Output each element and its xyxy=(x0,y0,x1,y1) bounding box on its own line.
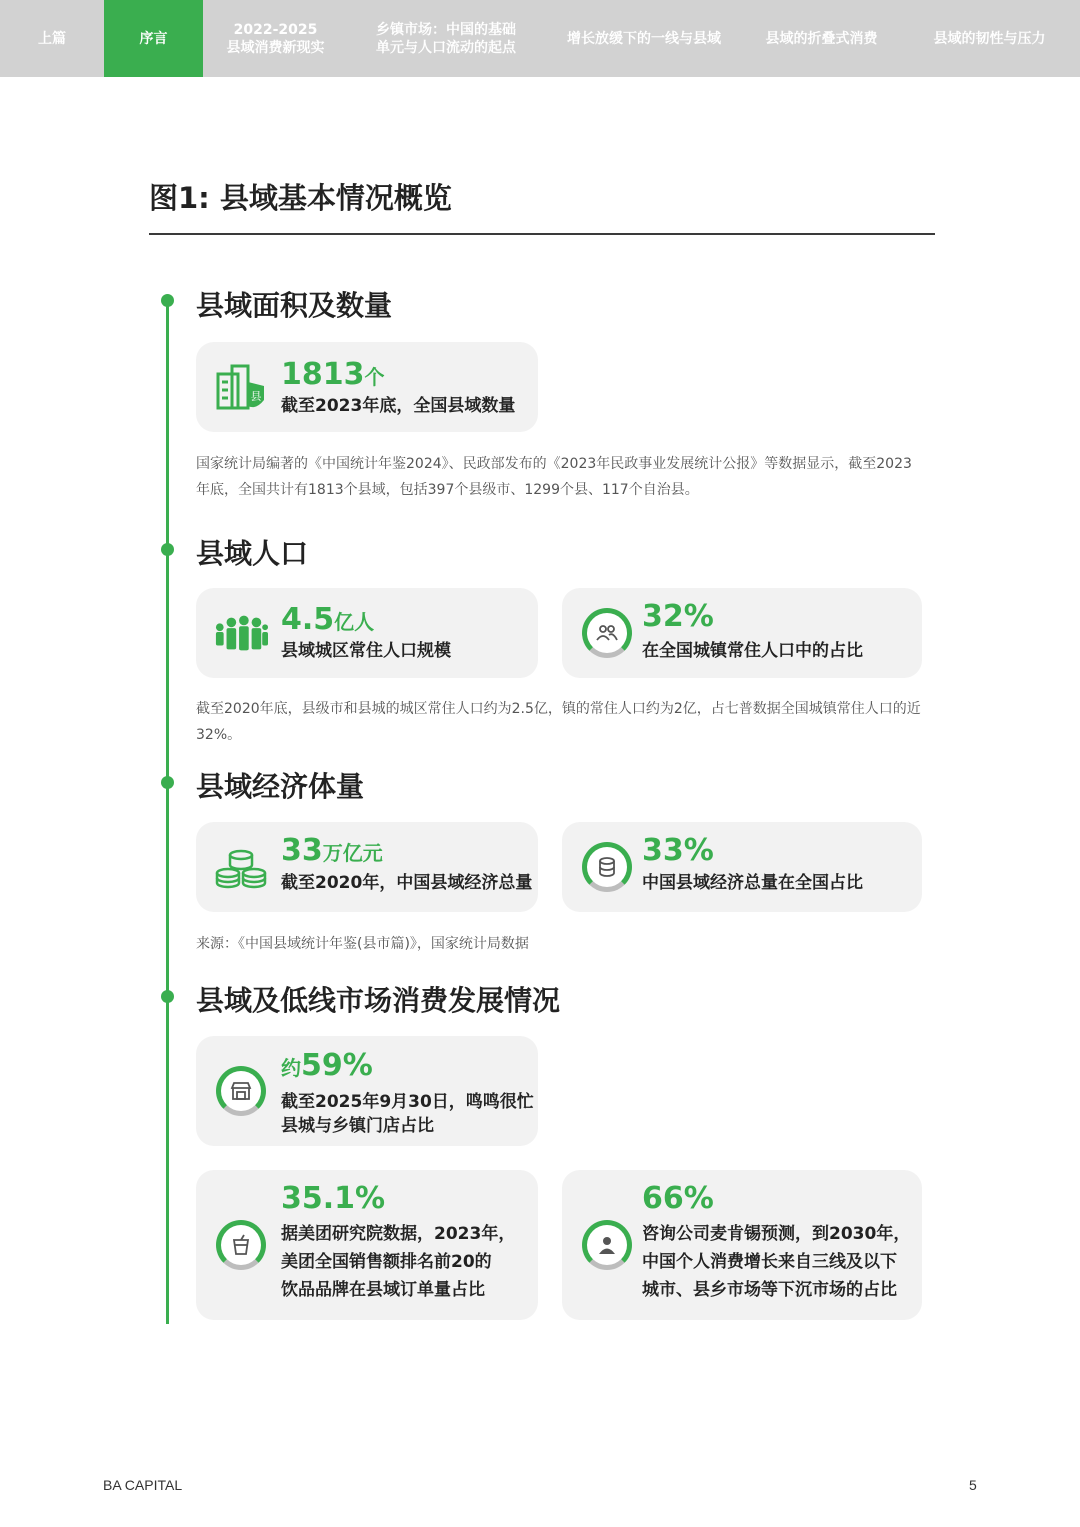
timeline-dot xyxy=(161,990,174,1003)
stat-card-population-share xyxy=(562,588,922,678)
stat-value: 35.1% xyxy=(281,1181,386,1216)
timeline-dot xyxy=(161,294,174,307)
stat-card-population xyxy=(196,588,538,678)
nav-tab-folded-consumption[interactable]: 县域的折叠式消费 xyxy=(765,30,878,47)
stat-value: 32% xyxy=(642,599,714,634)
store-ring-icon xyxy=(214,1064,268,1118)
coins-icon xyxy=(214,840,268,894)
stat-desc: 在全国城镇常住人口中的占比 xyxy=(642,641,863,661)
timeline-dot xyxy=(161,776,174,789)
stat-desc: 截至2023年底，全国县域数量 xyxy=(281,396,516,416)
people-ring-icon xyxy=(580,606,634,660)
person-ring-icon xyxy=(580,1218,634,1272)
stat-desc: 县域城区常住人口规模 xyxy=(281,641,451,661)
source-note: 来源：《中国县域统计年鉴(县市篇)》，国家统计局数据 xyxy=(196,936,529,952)
county-building-icon xyxy=(214,360,268,414)
coin-stack-ring-icon xyxy=(580,840,634,894)
stat-value: 约59% xyxy=(281,1048,373,1083)
stat-desc: 截至2025年9月30日，鸣鸣很忙 县城与乡镇门店占比 xyxy=(281,1092,534,1136)
stat-card-consumption-growth xyxy=(562,1170,922,1320)
timeline-dot xyxy=(161,543,174,556)
stat-desc: 据美团研究院数据，2023年， 美团全国销售额排名前20的 饮品品牌在县域订单量占比 xyxy=(281,1224,516,1300)
timeline-line xyxy=(166,298,169,1324)
paragraph-area: 国家统计局编著的《中国统计年鉴2024》、民政部发布的《2023年民政事业发展统计公报》等数据显示，截至2023年底，全国共计有1813个县域，包括397个县级市、1299个县、117个自治县。 xyxy=(196,456,912,498)
stat-desc: 咨询公司麦肯锡预测，到2030年， 中国个人消费增长来自三线及以下 城市、县乡市场等下沉市场的占比 xyxy=(642,1224,911,1300)
section-title-economy: 县域经济体量 xyxy=(196,770,365,803)
svg-text:县: 县 xyxy=(250,390,262,403)
figure-title: 图1: 县域基本情况概览 xyxy=(149,181,452,215)
stat-card-economy xyxy=(196,822,538,912)
nav-tab-part-one[interactable]: 上篇 xyxy=(38,30,66,47)
stat-desc: 中国县域经济总量在全国占比 xyxy=(642,873,863,893)
footer-brand: BA CAPITAL xyxy=(103,1477,183,1493)
stat-card-store-share xyxy=(196,1036,538,1146)
stat-value: 4.5亿人 xyxy=(281,602,375,637)
nav-tab-preface[interactable]: 序言 xyxy=(104,0,203,77)
section-title-consumption: 县域及低线市场消费发展情况 xyxy=(196,984,561,1017)
section-title-area: 县域面积及数量 xyxy=(196,289,393,322)
section-title-population: 县域人口 xyxy=(196,537,309,570)
stat-card-economy-share xyxy=(562,822,922,912)
nav-tab-township-market[interactable]: 乡镇市场：中国的基础 单元与人口流动的起点 xyxy=(376,21,516,56)
paragraph-population: 截至2020年底，县级市和县城的城区常住人口约为2.5亿，镇的常住人口约为2亿，占七普数据全国城镇常住人口的近32%。 xyxy=(196,701,921,743)
stat-value: 33万亿元 xyxy=(281,833,383,868)
stat-card-drink-share xyxy=(196,1170,538,1320)
stat-value: 1813个 xyxy=(281,357,385,392)
nav-tab-new-reality[interactable]: 2022-2025 县域消费新现实 xyxy=(226,21,325,56)
nav-tab-resilience[interactable]: 县域的韧性与压力 xyxy=(933,30,1046,47)
stat-value: 66% xyxy=(642,1181,714,1216)
crowd-icon xyxy=(214,606,268,660)
title-divider xyxy=(149,233,935,235)
page-number: 5 xyxy=(969,1477,977,1493)
top-nav xyxy=(0,0,1080,77)
stat-desc: 截至2020年，中国县域经济总量 xyxy=(281,873,533,893)
drink-ring-icon xyxy=(214,1218,268,1272)
nav-tab-growth-slowdown[interactable]: 增长放缓下的一线与县域 xyxy=(567,30,721,47)
stat-value: 33% xyxy=(642,833,714,868)
stat-card-county-count xyxy=(196,342,538,432)
